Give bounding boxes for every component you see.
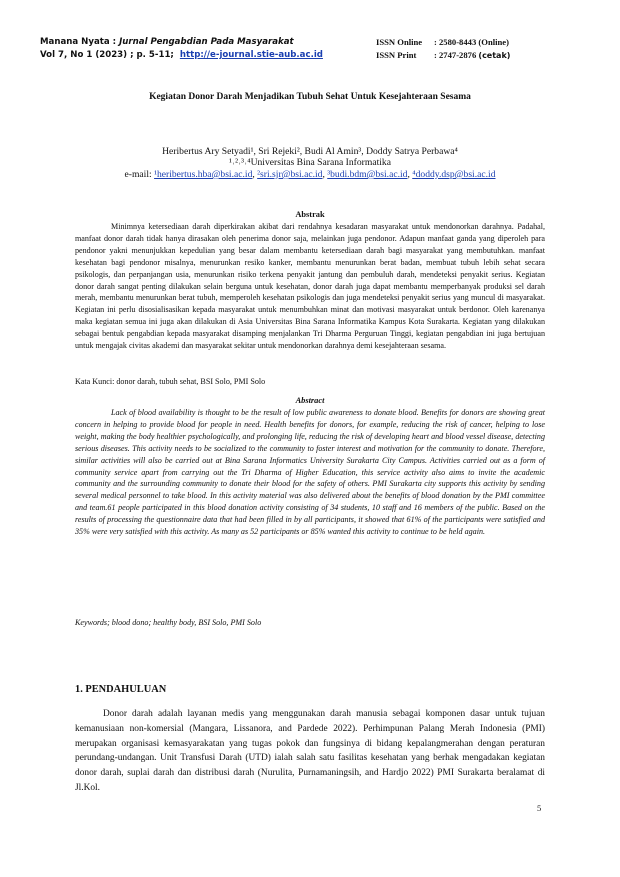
section-body: Donor darah adalah layanan medis yang menggunakan darah manusia sebagai komponen dasar untuk tujuan kemanusiaan non-komersial (Mangara, Lissanora, and Pardede 2022). Perhimpunan Palang Merah Indonesia (PMI) merupakan organisasi kemasyarakatan yang tugas pokok dan fungsinya di bidang kepalangmerahan dengan peraturan perundang-undangan. Unit Transfusi Darah (UTD) ialah salah satu fasilitas kesehatan yang berhak mengadakan kegiatan donor darah, suplai darah dan distribusi darah (Nurulita, Purnamaningsih, and Hardjo 2022) PMI Surakarta beralamat di Jl.Kol.: [75, 709, 545, 793]
journal-name-line: [40, 36, 323, 49]
journal-prefix: Manana Nyata :: [40, 37, 120, 47]
abstrak-body: Minimnya ketersediaan darah diperkirakan akibat dari rendahnya kesadaran masyarakat untuk mendonorkan darahnya. Padahal, manfaat donor darah tidak hanya dirasakan oleh penerima donor saja, melainkan juga pendonor. Adapun manfaat ganda yang diperoleh para pendonor yakni menunjukkan kepedulian yang besar dalam membantu ketersediaan darah bagi masyarakat yang membutuhkan. manfaat kesehatan bagi pendonor misalnya, menurunkan resiko kanker, membantu menurunkan berat badan, membuat tubuh lebih sehat secara psikologis, dan perpanjangan usia, menurunkan risiko terkena penyakit jantung dan pembuluh darah, mendeteksi penyakit serius. Kegiatan donor darah sangat penting dilakukan selain berguna untuk kesehatan, donor darah juga dapat membantu memperbanyak produksi sel darah merah, membantu menurunkan berat tubuh, memperoleh kesehatan psikologis dan juga mendeteksi penyakit serius yang muncul di masyarakat. Kegiatan ini perlu disosialisasikan kepada masyarakat untuk menumbuhkan minat dan motivasi masyarakat untuk berdonor. Oleh karenanya maka kegiatan semua ini juga akan dilakukan di Asia Universitas Bina Sarana Informatika Kampus Kota Surakarta. Kegiatan yang dilakukan sebagai bentuk pengabdian kepada masyarakat disamping menjalankan Tri Dharma Perguruan Tinggi, kegiatan pengabdian ini juga bertujuan untuk mengajak civitas akademi dan masyarakat sekitar untuk mendonorkan darahnya demi kesejahteraan sesama.: [75, 222, 545, 351]
email-link-3[interactable]: ³budi.bdm@bsi.ac.id: [327, 169, 408, 180]
email-link-2[interactable]: ²sri.sjr@bsi.ac.id: [257, 169, 323, 180]
email-link-1[interactable]: ¹heribertus.hba@bsi.ac.id: [154, 169, 253, 180]
volume-info: Vol 7, No 1 (2023) ; p. 5-11;: [40, 50, 174, 60]
keywords: Keywords; blood dono; healthy body, BSI Solo, PMI Solo: [75, 618, 262, 627]
email-line: e-mail: ¹heribertus.hba@bsi.ac.id, ²sri.sjr@bsi.ac.id, ³budi.bdm@bsi.ac.id, ⁴doddy.dsp@bsi.ac.id: [124, 169, 496, 180]
abstrak-heading: Abstrak: [295, 210, 325, 219]
issn-online-row: [376, 36, 510, 49]
issn-online-value: : 2580-8443 (Online): [434, 37, 509, 47]
issn-print-label: ISSN Print: [376, 50, 417, 60]
issn-print-row: [376, 49, 510, 62]
author-list: Heribertus Ary Setyadi¹, Sri Rejeki², Budi Al Amin³, Doddy Satrya Perbawa⁴: [162, 146, 458, 157]
volume-line: [40, 49, 323, 62]
paper-title: Kegiatan Donor Darah Menjadikan Tubuh Sehat Untuk Kesejahteraan Sesama: [149, 92, 471, 102]
affiliation: ¹˒²˒³˒⁴Universitas Bina Sarana Informatika: [229, 157, 391, 168]
email-link-4[interactable]: ⁴doddy.dsp@bsi.ac.id: [412, 169, 496, 180]
kata-kunci: Kata Kunci: donor darah, tubuh sehat, BSI Solo, PMI Solo: [75, 377, 266, 386]
email-label: e-mail:: [124, 169, 155, 180]
journal-header: [40, 36, 323, 62]
abstract-body: Lack of blood availability is thought to be the result of low public awareness to donate blood. Benefits for donors are showing great concern in helping to provide blood for people in need. Health benefits for donors, for example, reducing the risk of cancer, helping to lose weight, making the body healthier psychologically, and prolonging life, reducing the risk of developing heart and blood vessel disease, detecting serious diseases. This activity needs to be socialized to the community to foster interest and motivation for the community to donate. Therefore, similar activities will also be carried out at Bina Sarana Informatics University Surakarta City Campus. Activities carried out as a form of community service apart from carrying out the Tri Dharma of Higher Education, this service activity also aims to invite the academic community and the surrounding community to donate their blood for the safety of others. PMI Surakarta city supports this activity by sending several medical personnel to take blood. In this activity material was also delivered about the benefits of blood donation by the PMI committee and team.61 people participated in this blood donation activity consisting of 34 students, 10 staff and 16 members of the public. Based on the results of processing the questionnaire data that had been filled in by all participants, it showed that 61% of the participants were satisfied and 35% were very satisfied with this activity. As many as 52 participants or 85% wanted this activity to continue to be held again.: [75, 408, 545, 537]
page-number: 5: [537, 803, 542, 813]
abstract-heading: Abstract: [295, 396, 325, 405]
issn-print-suffix: (cetak): [478, 51, 511, 60]
issn-online-label: ISSN Online: [376, 37, 423, 47]
section-heading: 1. PENDAHULUAN: [75, 684, 167, 695]
journal-url-link[interactable]: http://e-journal.stie-aub.ac.id: [179, 50, 323, 60]
issn-block: [376, 36, 510, 62]
journal-name: Jurnal Pengabdian Pada Masyarakat: [119, 37, 294, 47]
issn-print-value: : 2747-2876: [434, 50, 479, 60]
